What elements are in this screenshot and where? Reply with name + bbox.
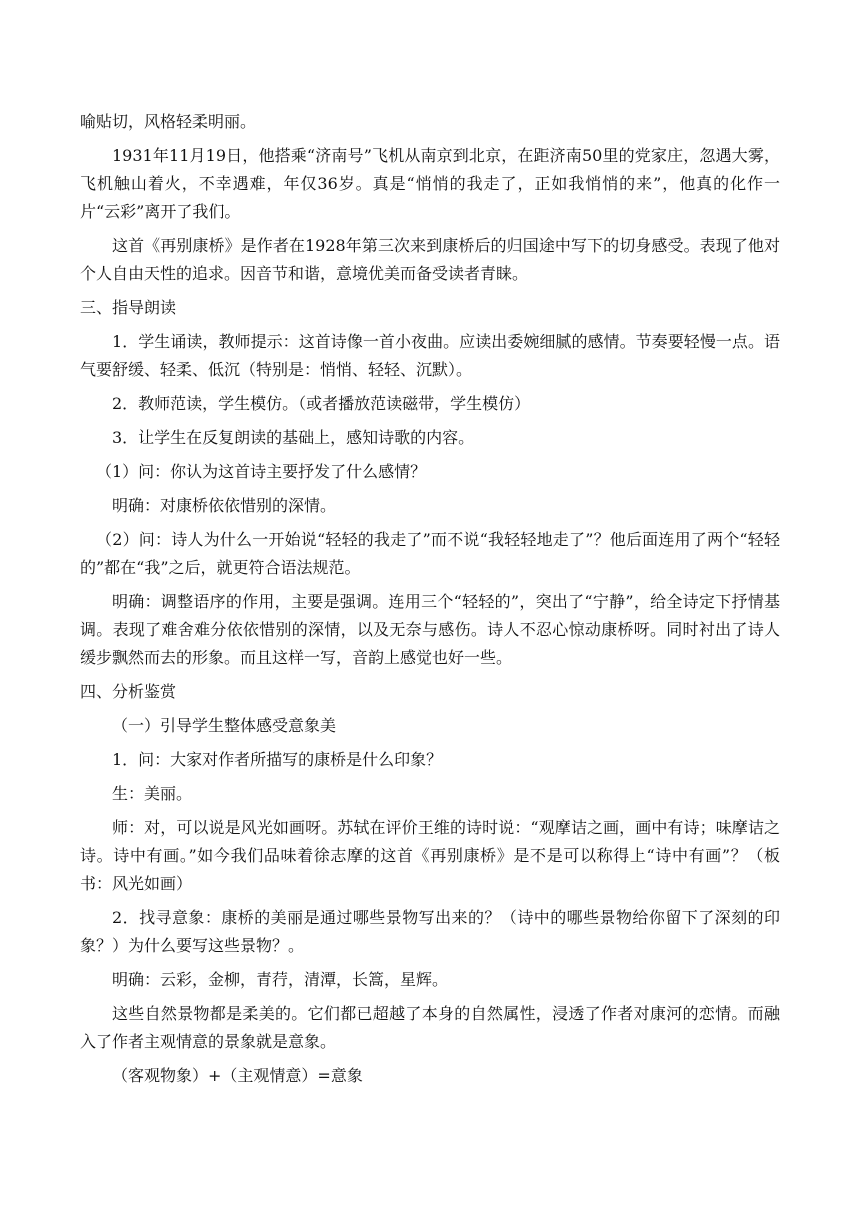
paragraph-background: 这首《再别康桥》是作者在1928年第三次来到康桥后的归国途中写下的切身感受。表现了他对个人自由天性的追求。因音节和谐，意境优美而备受读者青睐。 — [80, 236, 780, 283]
question-2: （2）问：诗人为什么一开始说“轻轻的我走了”而不说“我轻轻地走了”？他后面连用了两个“轻轻的”都在“我”之后，就更符合语法规范。 — [80, 530, 780, 577]
answer-2: 明确：调整语序的作用，主要是强调。连用三个“轻轻的”，突出了“宁静”，给全诗定下抒情基调。表现了难舍难分依依惜别的深情，以及无奈与感伤。诗人不忍心惊动康桥呀。同时衬出了诗人缓步飘然而去的形象。而且这样一写，音韵上感觉也好一些。 — [80, 592, 780, 667]
question-1: （1）问：你认为这首诗主要抒发了什么感情？ — [96, 462, 427, 481]
student-reply: 生：美丽。 — [112, 784, 193, 803]
answer-1: 明确：对康桥依依惜别的深情。 — [112, 496, 337, 515]
imagery-explanation: 这些自然景物都是柔美的。它们都已超越了本身的自然属性，浸透了作者对康河的恋情。而融入了作者主观情意的景象就是意象。 — [80, 1004, 780, 1051]
reading-step-2: 2．教师范读，学生模仿。（或者播放范读磁带，学生模仿） — [112, 394, 531, 413]
teacher-reply: 师：对，可以说是风光如画呀。苏轼在评价王维的诗时说：“观摩诘之画，画中有诗；味摩诘之诗。诗中有画。”如今我们品味着徐志摩的这首《再别康桥》是不是可以称得上“诗中有画”？（板书：风光如画） — [80, 818, 780, 893]
paragraph-death: 1931年11月19日，他搭乘“济南号”飞机从南京到北京，在距济南50里的党家庄，忽遇大雾，飞机触山着火，不幸遇难，年仅36岁。真是“悄悄的我走了，正如我悄悄的来”，他真的化作一片“云彩”离开了我们。 — [80, 146, 780, 221]
imagery-formula: （客观物象）+（主观情意）=意象 — [112, 1066, 363, 1085]
reading-step-3: 3．让学生在反复朗读的基础上，感知诗歌的内容。 — [112, 428, 475, 447]
analysis-question-1: 1．问：大家对作者所描写的康桥是什么印象？ — [112, 750, 443, 769]
analysis-question-2: 2．找寻意象：康桥的美丽是通过哪些景物写出来的？（诗中的哪些景物给你留下了深刻的印象？）为什么要写这些景物？。 — [80, 908, 780, 955]
section-heading-analysis: 四、分析鉴赏 — [80, 682, 177, 701]
reading-step-1: 1．学生诵读，教师提示：这首诗像一首小夜曲。应读出委婉细腻的感情。节奏要轻慢一点。语气要舒缓、轻柔、低沉（特别是：悄悄、轻轻、沉默）。 — [80, 332, 780, 379]
paragraph-continuation: 喻贴切，风格轻柔明丽。 — [80, 112, 257, 131]
answer-imagery: 明确：云彩，金柳，青荇，清潭，长篙，星辉。 — [112, 970, 449, 989]
subsection-heading-imagery: （一）引导学生整体感受意象美 — [112, 716, 337, 735]
section-heading-reading: 三、指导朗读 — [80, 298, 177, 317]
